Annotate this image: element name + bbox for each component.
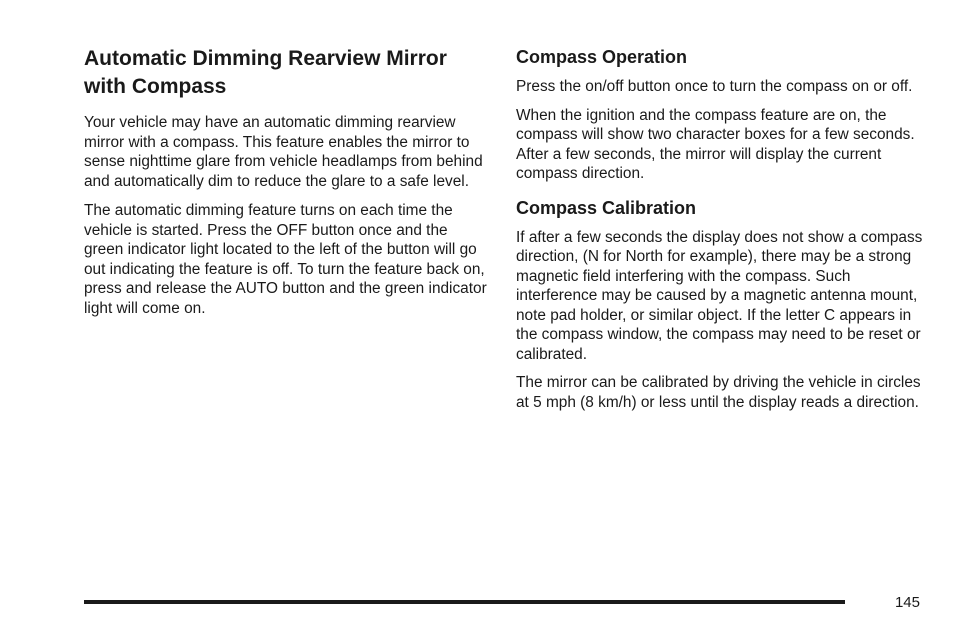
paragraph-compass-display: When the ignition and the compass feature are on, the compass will show two character boxes for a few seconds. After a few seconds, the mirror will display the current compass direction. (516, 106, 915, 182)
right-column (516, 45, 924, 421)
subheading-compass-operation: Compass Operation (516, 47, 688, 67)
subheading-compass-calibration: Compass Calibration (516, 197, 697, 218)
left-column (84, 45, 489, 328)
footer-divider (84, 600, 845, 604)
paragraph-dimming-feature: The automatic dimming feature turns on each time the vehicle is started. Press the OFF button once and the green indicator light located to the left of the button will go out indicating the feature is off. To turn the feature back on, press and release the AUTO button and the green indicator light will come on. (84, 202, 487, 317)
paragraph-mirror-intro: Your vehicle may have an automatic dimming rearview mirror with a compass. This feature enables the mirror to sense nighttime glare from vehicle headlamps from behind and automatically dim to reduce the glare to a safe level. (84, 114, 483, 190)
page-number: 145 (894, 594, 920, 611)
paragraph-calibration-driving: The mirror can be calibrated by driving the vehicle in circles at 5 mph (8 km/h) or less until the display reads a direction. (516, 374, 921, 411)
section-heading-auto-dimming-mirror: Automatic Dimming Rearview Mirror with Compass (84, 47, 447, 98)
paragraph-compass-onoff: Press the on/off button once to turn the compass on or off. (516, 78, 913, 95)
paragraph-calibration-interference: If after a few seconds the display does not show a compass direction, (N for North for example), there may be a strong magnetic field interfering with the compass. Such interference may be caused by a magnetic antenna mount, note pad holder, or similar object. If the letter C appears in the compass window, the compass may need to be reset or calibrated. (516, 228, 923, 363)
